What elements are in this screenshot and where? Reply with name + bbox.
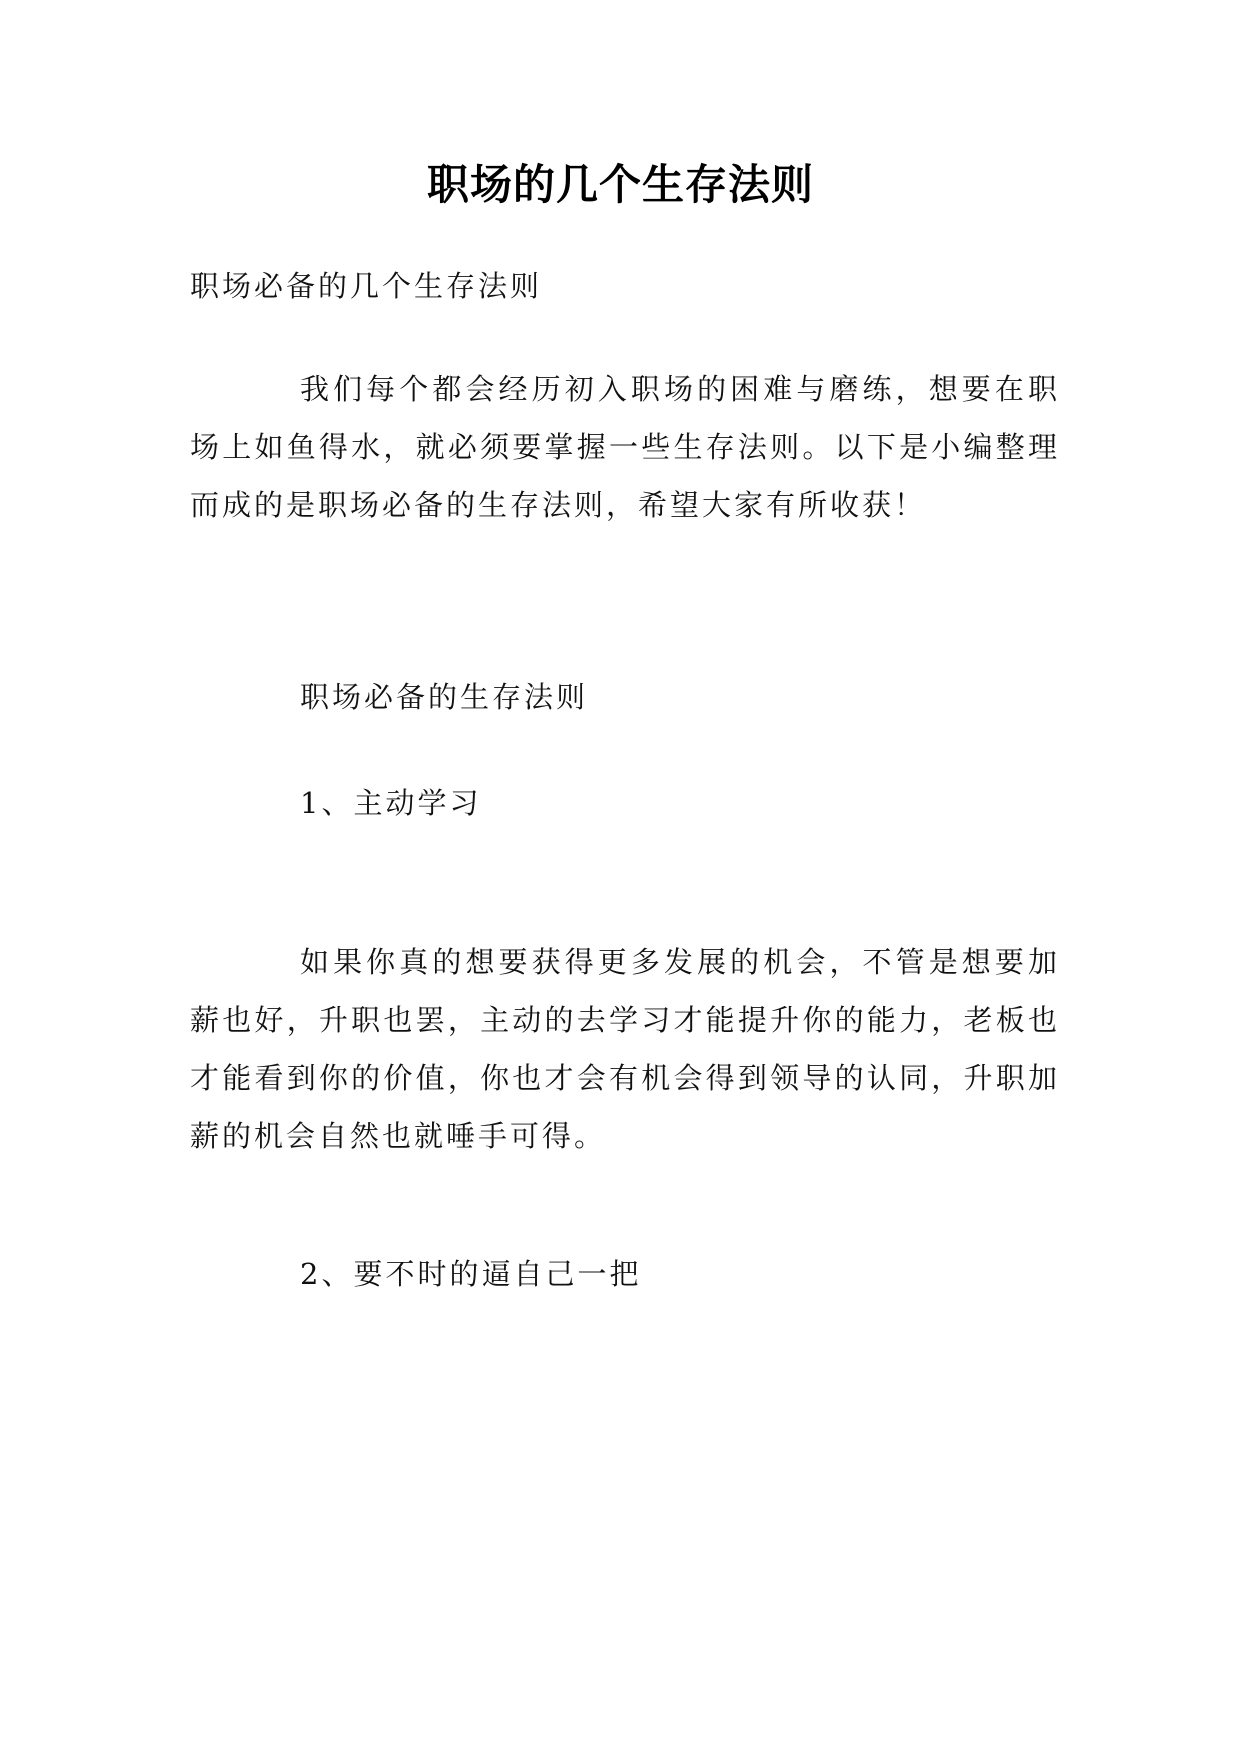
section-heading: 职场必备的生存法则 — [300, 680, 589, 714]
item-2-heading: 2、要不时的逼自己一把 — [300, 1257, 642, 1291]
item-1-heading: 1、主动学习 — [300, 786, 482, 820]
document-subtitle: 职场必备的几个生存法则 — [190, 269, 543, 303]
item-1-body: 如果你真的想要获得更多发展的机会，不管是想要加薪也好，升职也罢，主动的去学习才能提升你的能力，老板也才能看到你的价值，你也才会有机会得到领导的认同，升职加薪的机会自然也就唾手可得。 — [190, 945, 1060, 1153]
document-title: 职场的几个生存法则 — [426, 160, 814, 209]
intro-paragraph: 我们每个都会经历初入职场的困难与磨练，想要在职场上如鱼得水，就必须要掌握一些生存法则。以下是小编整理而成的是职场必备的生存法则，希望大家有所收获！ — [190, 372, 1060, 522]
